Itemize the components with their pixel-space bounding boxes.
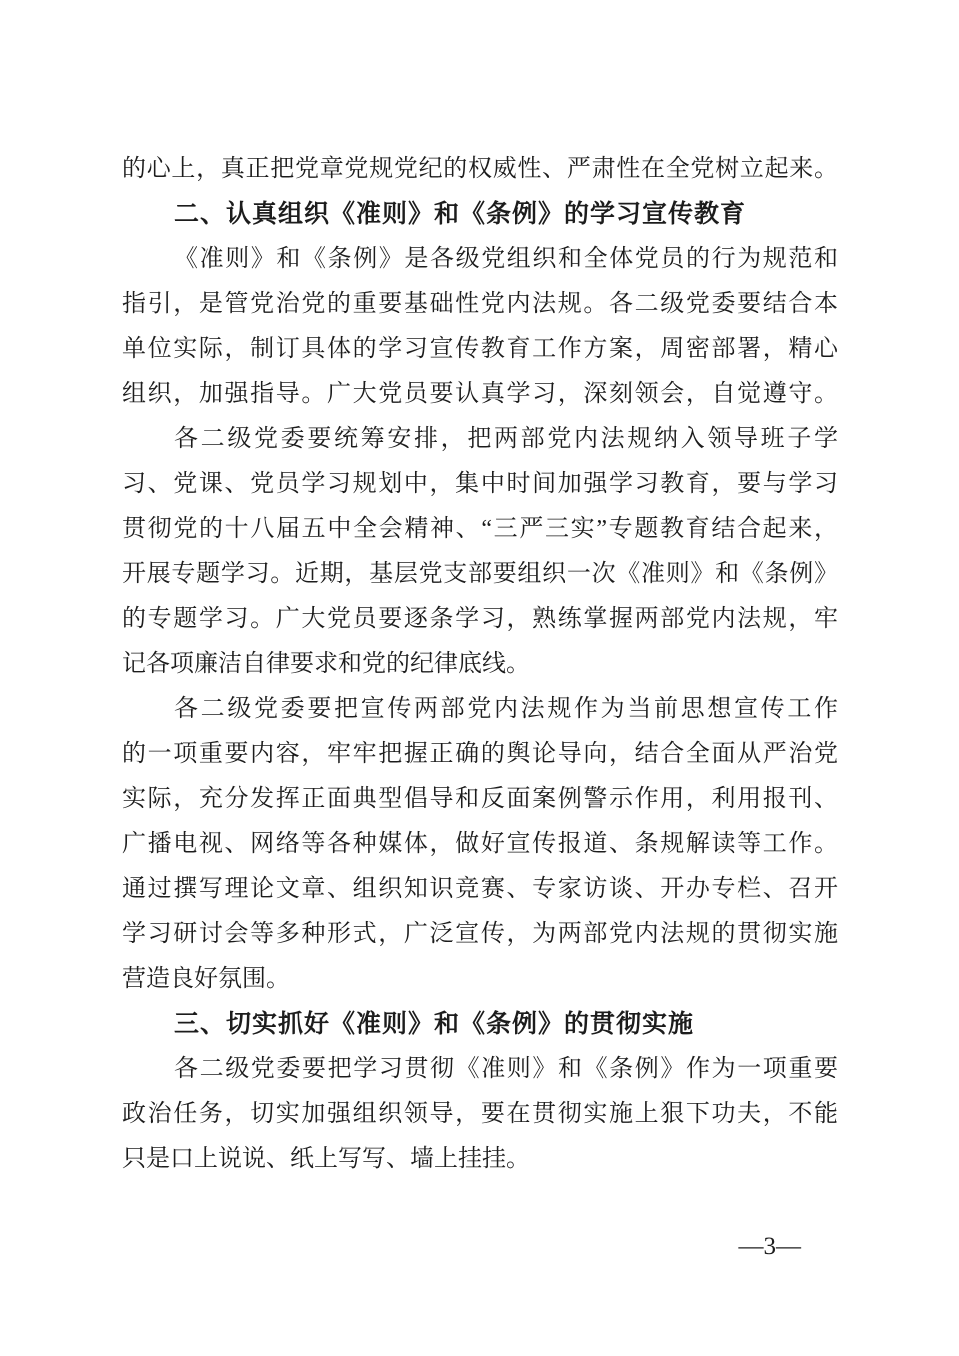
text-line: 通过撰写理论文章、组织知识竞赛、专家访谈、开办专栏、召开 (122, 876, 838, 902)
text-line: 开展专题学习。近期，基层党支部要组织一次《准则》和《条例》 (122, 561, 838, 587)
text-line: 指引，是管党治党的重要基础性党内法规。各二级党委要结合本 (122, 291, 838, 317)
page-number: —3— (738, 1233, 801, 1260)
section-heading: 二、认真组织《准则》和《条例》的学习宣传教育 (174, 200, 747, 228)
text-line: 的一项重要内容，牢牢把握正确的舆论导向，结合全面从严治党 (122, 741, 838, 767)
text-line: 广播电视、网络等各种媒体，做好宣传报道、条规解读等工作。 (122, 831, 838, 857)
text-line: 组织，加强指导。广大党员要认真学习，深刻领会，自觉遵守。 (122, 381, 838, 407)
text-line: 单位实际，制订具体的学习宣传教育工作方案，周密部署，精心 (122, 336, 838, 362)
text-line: 的专题学习。广大党员要逐条学习，熟练掌握两部党内法规，牢 (122, 606, 838, 632)
text-line: 各二级党委要统筹安排，把两部党内法规纳入领导班子学 (174, 426, 838, 452)
text-line: 记各项廉洁自律要求和党的纪律底线。 (122, 651, 530, 677)
text-line: 贯彻党的十八届五中全会精神、“三严三实”专题教育结合起来， (122, 516, 838, 542)
text-line: 各二级党委要把学习贯彻《准则》和《条例》作为一项重要 (174, 1056, 838, 1082)
section-heading: 三、切实抓好《准则》和《条例》的贯彻实施 (174, 1010, 695, 1038)
text-line: 的心上，真正把党章党规党纪的权威性、严肃性在全党树立起来。 (122, 156, 838, 182)
text-line: 习、党课、党员学习规划中，集中时间加强学习教育，要与学习 (122, 471, 838, 497)
text-line: 《准则》和《条例》是各级党组织和全体党员的行为规范和 (174, 246, 838, 272)
text-line: 实际，充分发挥正面典型倡导和反面案例警示作用，利用报刊、 (122, 786, 838, 812)
document-lines (122, 147, 838, 1182)
text-line: 营造良好氛围。 (122, 966, 290, 992)
text-line: 只是口上说说、纸上写写、墙上挂挂。 (122, 1146, 530, 1172)
text-line: 学习研讨会等多种形式，广泛宣传，为两部党内法规的贯彻实施 (122, 921, 838, 947)
text-line: 各二级党委要把宣传两部党内法规作为当前思想宣传工作 (174, 696, 838, 722)
text-line: 政治任务，切实加强组织领导，要在贯彻实施上狠下功夫，不能 (122, 1101, 838, 1127)
